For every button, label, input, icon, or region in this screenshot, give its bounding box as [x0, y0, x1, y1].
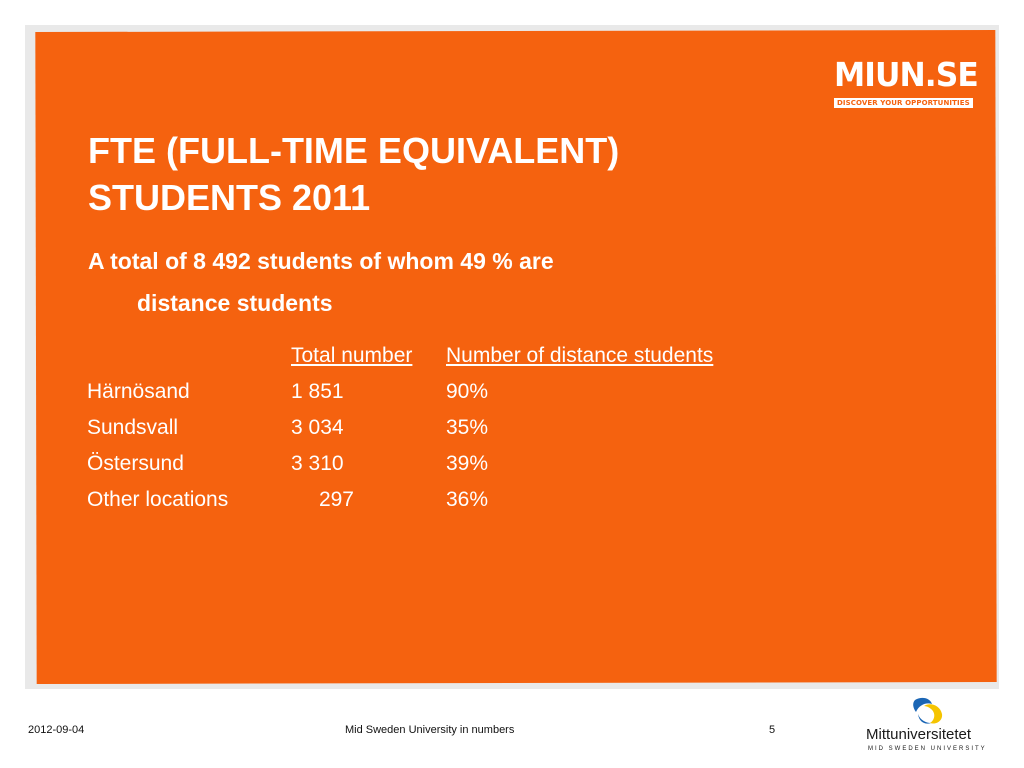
slide-subtitle [88, 240, 728, 324]
title-line-2: STUDENTS 2011 [88, 177, 371, 218]
total-cell: 3 310 [291, 452, 344, 475]
title-line-1: FTE (FULL-TIME EQUIVALENT) [88, 130, 620, 171]
distance-cell: 36% [446, 488, 489, 511]
header-total-number: Total number [291, 344, 413, 367]
location-cell: Härnösand [87, 380, 190, 403]
miun-logo [834, 55, 978, 110]
subtitle-line-2: distance students [137, 290, 333, 316]
logo-text: MIUN.SE [834, 55, 978, 94]
footer-date: 2012-09-04 [28, 724, 85, 736]
university-emblem-icon [910, 696, 946, 726]
location-cell: Other locations [87, 488, 229, 511]
header-distance-students: Number of distance students [446, 344, 714, 367]
logo-tagline: DISCOVER YOUR OPPORTUNITIES [834, 98, 973, 108]
university-name: Mittuniversitetet [866, 726, 972, 743]
footer-center-text: Mid Sweden University in numbers [345, 724, 515, 736]
subtitle-line-1: A total of 8 492 students of whom 49 % are [88, 248, 554, 274]
total-cell: 1 851 [291, 380, 344, 403]
footer-page-number: 5 [769, 724, 776, 736]
distance-cell: 35% [446, 416, 489, 439]
total-cell: 297 [318, 488, 354, 511]
university-subtitle: MID SWEDEN UNIVERSITY [868, 746, 987, 752]
total-cell: 3 034 [291, 416, 344, 439]
distance-cell: 90% [446, 380, 489, 403]
location-cell: Sundsvall [87, 416, 179, 439]
location-cell: Östersund [87, 452, 184, 475]
distance-cell: 39% [446, 452, 489, 475]
slide-title [88, 127, 788, 221]
